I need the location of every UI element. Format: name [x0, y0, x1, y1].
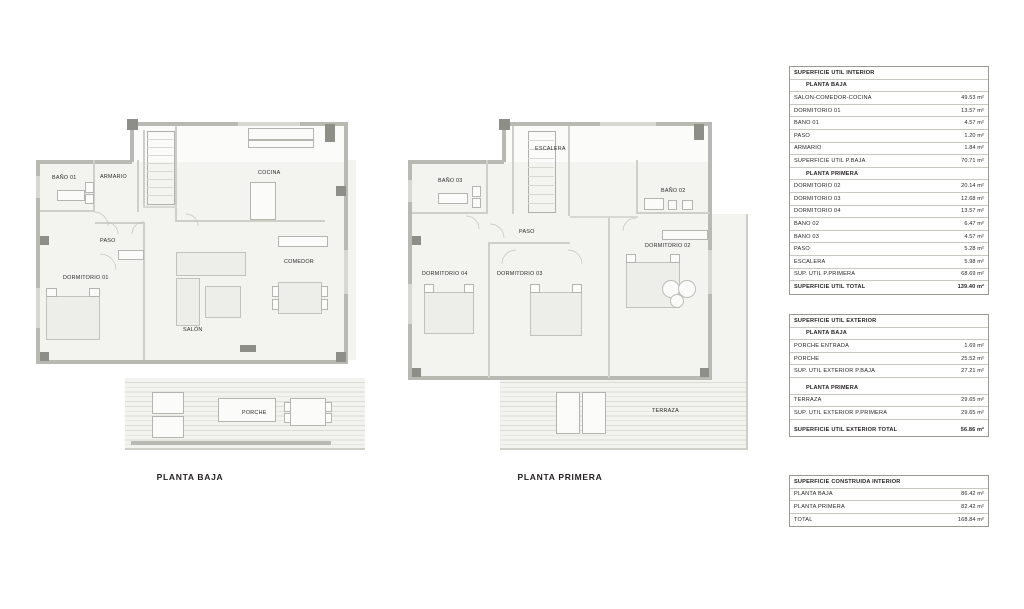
table-row: [790, 328, 988, 341]
table-cell-label: DORMITORIO 01: [794, 107, 841, 114]
nightstand-d03-l: [530, 284, 540, 293]
table-cell-value: 6.47 m²: [964, 220, 984, 227]
table-row: [790, 353, 988, 366]
table-cell-value: 5.28 m²: [964, 246, 984, 253]
room-label-terraza: TERRAZA: [652, 408, 679, 414]
table-cell-label: SUPERFICIE UTIL TOTAL: [794, 284, 866, 291]
wardrobe-dormitorio-01: [118, 250, 144, 260]
table-cell-label: PORCHE ENTRADA: [794, 342, 850, 349]
nightstand-d03-r: [572, 284, 582, 293]
table-row: [790, 340, 988, 353]
room-label-salon: SALÓN: [183, 327, 203, 333]
table-cell-label: SUPERFICIE UTIL EXTERIOR TOTAL: [794, 427, 898, 434]
table-cell-label: PLANTA BAJA: [794, 491, 833, 498]
table-cell-value: 4.57 m²: [964, 120, 984, 127]
table-cell-label: PLANTA PRIMERA: [794, 503, 845, 510]
table-row: [790, 395, 988, 408]
window-left-p1-2: [408, 284, 412, 324]
table-cell-value: 4.57 m²: [964, 233, 984, 240]
room-label-comedor: COMEDOR: [284, 259, 314, 265]
room-label-paso: PASO: [100, 238, 116, 244]
table-cell-value: 68.69 m²: [961, 271, 984, 278]
table-row: [790, 243, 988, 256]
table-cell-label: SALON-COMEDOR-COCINA: [794, 94, 872, 101]
table-row: [790, 168, 988, 181]
door-swings-p1: [408, 118, 718, 388]
table-row: [790, 315, 988, 328]
table-cell-label: PASO: [794, 132, 810, 139]
table-cell-label: PORCHE: [794, 355, 820, 362]
terrace-edge-bottom: [500, 448, 748, 450]
sofa-main: [176, 252, 246, 276]
room-label-bano-02: BAÑO 02: [661, 188, 686, 194]
bed-dormitorio-03: [530, 292, 582, 336]
bed-dormitorio-01: [46, 296, 100, 340]
table-row: [790, 117, 988, 130]
table-cell-label: SUPERFICIE UTIL P.BAJA: [794, 157, 866, 164]
table-cell-value: 13.57 m²: [961, 107, 984, 114]
table-cell-value: 56.86 m²: [960, 427, 984, 434]
window-left-1: [36, 176, 40, 198]
table-row: [790, 407, 988, 420]
table-row: [790, 180, 988, 193]
table-cell-label: PLANTA PRIMERA: [806, 170, 859, 177]
dining-table: [278, 282, 322, 314]
window-top-p1: [600, 122, 656, 126]
porch-chair-1: [284, 402, 291, 412]
table-cell-value: 20.14 m²: [961, 183, 984, 190]
room-label-dormitorio-04: DORMITORIO 04: [422, 271, 468, 277]
table-superficie-util-exterior: [789, 314, 989, 437]
table-row: [790, 193, 988, 206]
table-cell-value: 82.42 m²: [961, 503, 984, 510]
porch-table: [290, 398, 326, 426]
table-cell-label: DORMITORIO 02: [794, 183, 841, 190]
table-cell-value: 5.98 m²: [964, 258, 984, 265]
room-label-armario: ARMARIO: [100, 174, 127, 180]
nightstand-d04-l: [424, 284, 434, 293]
porch-lounge-2: [152, 416, 184, 438]
sideboard: [278, 236, 328, 247]
table-row: [790, 424, 988, 437]
room-label-paso-p1: PASO: [519, 229, 535, 235]
table-superficie-util-interior: [789, 66, 989, 295]
table-row: [790, 382, 988, 395]
coffee-table: [205, 286, 241, 318]
table-row: [790, 67, 988, 80]
table-cell-value: 13.57 m²: [961, 208, 984, 215]
table-cell-label: PASO: [794, 246, 810, 253]
porch-step: [131, 441, 331, 445]
plan-title-planta-baja: PLANTA BAJA: [156, 472, 224, 482]
table-cell-value: 25.52 m²: [961, 355, 984, 362]
table-row: [790, 476, 988, 489]
nightstand-d02-l: [626, 254, 636, 263]
table-cell-value: 29.65 m²: [961, 409, 984, 416]
table-cell-value: 70.71 m²: [961, 157, 984, 164]
table-superficie-construida-interior: [789, 475, 989, 527]
table-row: [790, 514, 988, 527]
table-cell-value: 1.20 m²: [964, 132, 984, 139]
table-cell-label: ARMARIO: [794, 145, 822, 152]
sofa-side: [176, 278, 200, 326]
room-label-escalera: ESCALERA: [535, 146, 566, 152]
table-cell-value: 29.65 m²: [961, 397, 984, 404]
nightstand-d02-r: [670, 254, 680, 263]
room-label-bano-03: BAÑO 03: [438, 178, 463, 184]
room-label-porche: PORCHE: [242, 410, 267, 416]
room-label-bano-01: BAÑO 01: [52, 175, 77, 181]
table-row: [790, 155, 988, 168]
table-cell-label: PLANTA PRIMERA: [806, 384, 859, 391]
dining-chair: [272, 286, 279, 297]
table-row: [790, 501, 988, 514]
bed-dormitorio-04: [424, 292, 474, 334]
table-row: [790, 281, 988, 294]
window-left-2: [36, 288, 40, 328]
porch-chair-3: [325, 402, 332, 412]
wardrobe-d02: [662, 230, 708, 240]
table-cell-label: DORMITORIO 04: [794, 208, 841, 215]
table-row: [790, 92, 988, 105]
table-cell-value: 12.68 m²: [961, 195, 984, 202]
table-cell-label: SUPERFICIE CONSTRUIDA INTERIOR: [794, 478, 901, 485]
table-cell-value: 1.84 m²: [964, 145, 984, 152]
porch-edge-bottom: [125, 448, 365, 450]
table-cell-label: SUP. UTIL P.PRIMERA: [794, 271, 856, 278]
table-row: [790, 143, 988, 156]
room-label-dormitorio-01: DORMITORIO 01: [63, 275, 109, 281]
table-row: [790, 80, 988, 93]
dining-chair: [321, 286, 328, 297]
table-cell-value: 86.42 m²: [961, 491, 984, 498]
window-right: [344, 250, 348, 294]
table-cell-label: TERRAZA: [794, 397, 822, 404]
table-cell-value: 27.21 m²: [961, 368, 984, 375]
table-row: [790, 130, 988, 143]
table-row: [790, 269, 988, 282]
porch-lounge-1: [152, 392, 184, 414]
table-cell-label: SUP. UTIL EXTERIOR P.PRIMERA: [794, 409, 888, 416]
table-row: [790, 218, 988, 231]
nightstand-right: [89, 288, 100, 297]
side-table-d02: [670, 294, 684, 308]
dining-chair: [321, 299, 328, 310]
table-cell-value: 168.84 m²: [957, 517, 984, 524]
table-cell-label: BAÑO 01: [794, 120, 820, 127]
table-cell-label: BAÑO 03: [794, 233, 820, 240]
room-label-dormitorio-03: DORMITORIO 03: [497, 271, 543, 277]
porch-chair-4: [325, 413, 332, 423]
table-cell-label: BAÑO 02: [794, 220, 820, 227]
terrace-panel-1: [556, 392, 580, 434]
dining-chair: [272, 299, 279, 310]
table-cell-label: SUPERFICIE UTIL INTERIOR: [794, 69, 875, 76]
table-cell-label: PLANTA BAJA: [806, 82, 848, 89]
table-row: [790, 489, 988, 502]
table-row: [790, 256, 988, 269]
table-row: [790, 365, 988, 378]
table-row: [790, 105, 988, 118]
table-cell-label: SUPERFICIE UTIL EXTERIOR: [794, 317, 877, 324]
terrace-decking: [500, 378, 748, 450]
nightstand-left: [46, 288, 57, 297]
plan-title-planta-primera: PLANTA PRIMERA: [517, 472, 603, 482]
room-label-cocina: COCINA: [258, 170, 281, 176]
table-cell-label: SUP. UTIL EXTERIOR P.BAJA: [794, 368, 876, 375]
table-row: [790, 231, 988, 244]
table-cell-value: 139.40 m²: [957, 284, 984, 291]
nightstand-d04-r: [464, 284, 474, 293]
table-row: [790, 206, 988, 219]
table-cell-value: 49.53 m²: [961, 94, 984, 101]
table-cell-label: DORMITORIO 03: [794, 195, 841, 202]
table-cell-label: PLANTA BAJA: [806, 330, 848, 337]
terrace-edge-right: [746, 214, 748, 450]
table-cell-value: 1.69 m²: [964, 342, 984, 349]
terrace-panel-2: [582, 392, 606, 434]
window-top: [238, 122, 300, 126]
table-cell-label: TOTAL: [794, 517, 813, 524]
window-left-p1-1: [408, 180, 412, 202]
window-right-p1: [708, 250, 712, 294]
table-cell-label: ESCALERA: [794, 258, 826, 265]
room-label-dormitorio-02: DORMITORIO 02: [645, 243, 691, 249]
porch-chair-2: [284, 413, 291, 423]
